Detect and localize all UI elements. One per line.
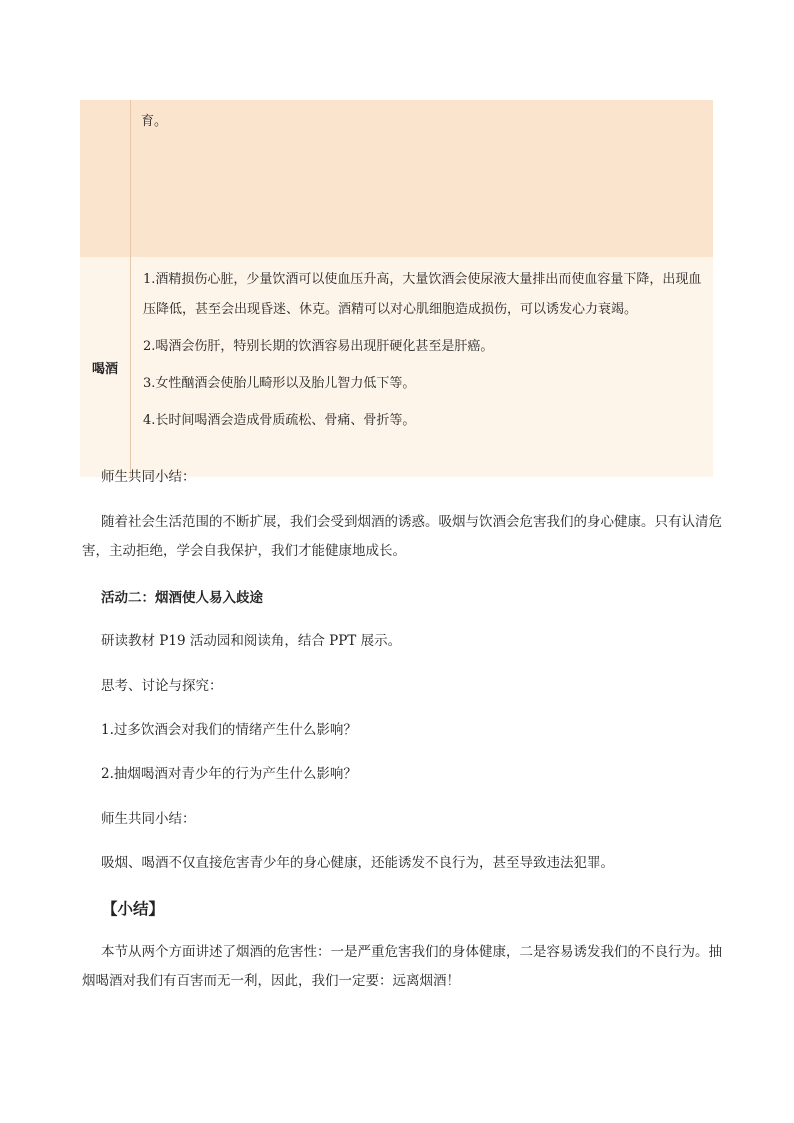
question-item: 2.抽烟喝酒对青少年的行为产生什么影响？	[101, 766, 357, 782]
conclusion-paragraph: 本节从两个方面讲述了烟酒的危害性：一是严重危害我们的身体健康，二是容易诱发我们的不良行为。抽烟喝酒对我们有百害而无一利，因此，我们一定要：远离烟酒！	[82, 944, 722, 989]
summary-label: 师生共同小结：	[101, 469, 196, 485]
activity-title: 活动二：烟酒使人易入歧途	[101, 590, 263, 606]
summary-paragraph: 吸烟、喝酒不仅直接危害青少年的身心健康，还能诱发不良行为，甚至导致违法犯罪。	[101, 855, 614, 871]
question-item: 1.过多饮酒会对我们的情绪产生什么影响？	[101, 722, 357, 738]
summary-label: 师生共同小结：	[101, 811, 196, 827]
list-item: 1.酒精损伤心脏，少量饮酒可以使血压升高，大量饮酒会使尿液大量排出而使血容量下降，出现血压降低，甚至会出现昏迷、休克。酒精可以对心肌细胞造成损伤，可以诱发心力衰竭。	[143, 272, 702, 317]
table-cell-text: 育。	[141, 114, 168, 129]
section-heading: 【小结】	[102, 900, 165, 918]
list-item: 4.长时间喝酒会造成骨质疏松、骨痛、骨折等。	[143, 413, 416, 428]
table-content-cell	[131, 257, 714, 477]
harm-table	[80, 100, 713, 477]
table-row	[80, 257, 713, 477]
table-label-cell	[80, 257, 131, 477]
discuss-label: 思考、讨论与探究：	[101, 678, 223, 694]
summary-paragraph: 随着社会生活范围的不断扩展，我们会受到烟酒的诱惑。吸烟与饮酒会危害我们的身心健康。只有认清危害，主动拒绝，学会自我保护，我们才能健康地成长。	[82, 514, 722, 559]
list-item: 2.喝酒会伤肝，特别长期的饮酒容易出现肝硬化甚至是肝癌。	[143, 339, 494, 354]
drinking-label: 喝酒	[91, 361, 118, 377]
table-row	[80, 100, 713, 257]
table-label-cell	[80, 100, 131, 257]
study-paragraph: 研读教材 P19 活动园和阅读角，结合 PPT 展示。	[101, 633, 402, 649]
list-item: 3.女性酗酒会使胎儿畸形以及胎儿智力低下等。	[143, 376, 416, 391]
table-content-cell	[131, 100, 714, 257]
